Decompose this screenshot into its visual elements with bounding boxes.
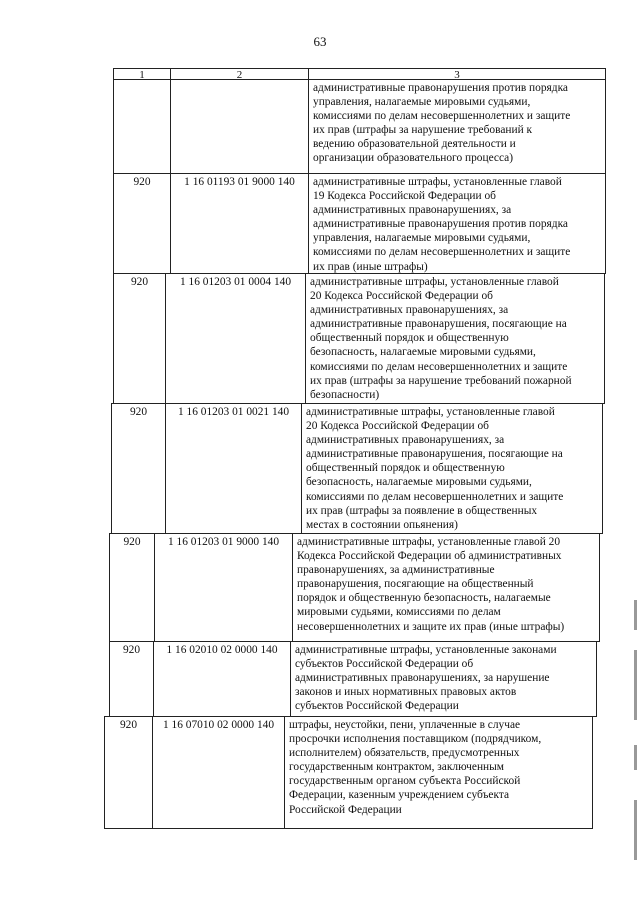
table-row [104,716,593,829]
budget-classification-code-cell: 1 16 01193 01 9000 140 [171,174,309,273]
description-line: административные штрафы, установленные главой [306,406,555,418]
description-line: государственным контрактом, заключенным [289,761,504,774]
description-line: штрафы, неустойки, пени, уплаченные в случае [289,719,521,731]
description-line: общественный порядок и общественную [306,462,505,475]
admin-code-cell: 920 [110,642,154,716]
revenue-description-cell [306,274,604,403]
description-line: Федерации, казенным учреждением субъекта [289,789,510,802]
description-line: исполнителем) обязательств, предусмотренных [289,747,520,760]
description-line: безопасность, налагаемые мировыми судьями, [306,476,532,489]
budget-classification-code-cell: 1 16 01203 01 9000 140 [155,534,293,641]
description-line: административные правонарушения против порядка [313,82,568,94]
description-line: административных правонарушениях, за [313,204,512,217]
description-line: субъектов Российской Федерации [295,700,459,713]
table-row [113,273,605,404]
admin-code-cell [114,80,171,173]
description-line: ведению образовательной деятельности и [313,138,516,151]
budget-classification-code-cell: 1 16 01203 01 0021 140 [166,404,302,533]
budget-classification-code-cell: 1 16 01203 01 0004 140 [166,274,306,403]
column-header-1: 1 [114,69,171,79]
description-line: порядок и общественную безопасность, налагаемые [297,592,551,605]
page-number: 63 [313,34,327,49]
description-line: управления, налагаемые мировыми судьями, [313,232,531,245]
description-line: субъектов Российской Федерации об [295,658,474,671]
description-line: их прав (штрафы за нарушение требований к [313,124,533,137]
admin-code-cell: 920 [114,274,166,403]
revenue-description-cell [309,80,605,173]
revenue-description-cell [293,534,599,641]
description-line: Кодекса Российской Федерации об административных [297,550,562,563]
budget-classification-code-cell: 1 16 07010 02 0000 140 [153,717,285,828]
description-line: их прав (штрафы за появление в общественных [306,504,538,517]
description-line: государственным органом субъекта Российской [289,775,521,788]
scan-edge-mark [634,600,637,630]
table-row [111,403,603,534]
description-line: местах в состоянии опьянения) [306,518,458,531]
description-line: Российской Федерации [289,803,402,816]
revenue-description-cell [291,642,596,716]
table-row [109,533,600,642]
description-line: их прав (иные штрафы) [313,260,428,273]
description-line: мировыми судьями, комиссиями по делам [297,606,501,619]
description-line: административные правонарушения, посягающие на [310,318,567,331]
description-line: комиссиями по делам несовершеннолетних и защите [313,110,571,123]
table-row [113,79,606,174]
description-line: безопасность, налагаемые мировыми судьями, [310,346,536,359]
description-line: административные штрафы, установленные законами [295,644,557,656]
column-header-2: 2 [171,69,309,79]
description-line: несовершеннолетних и защите их прав (иные штрафы) [297,620,565,633]
description-line: административные штрафы, установленные главой [310,276,559,288]
column-header-3: 3 [454,69,460,79]
description-line: административные штрафы, установленные главой [313,176,562,188]
admin-code-cell: 920 [105,717,153,828]
table-row [113,173,606,274]
table-row [109,641,597,717]
budget-classification-code-cell [171,80,309,173]
description-line: административные штрафы, установленные главой 20 [297,536,561,548]
description-line: общественный порядок и общественную [310,332,509,345]
scan-edge-mark [634,800,637,860]
description-line: комиссиями по делам несовершеннолетних и защите [313,246,571,259]
description-line: административных правонарушениях, за [310,304,509,317]
admin-code-cell: 920 [110,534,155,641]
description-line: просрочки исполнения поставщиком (подрядчиком, [289,733,542,746]
description-line: административных правонарушениях, за нарушение [295,672,550,685]
description-line: 19 Кодекса Российской Федерации об [313,190,496,203]
description-line: безопасности) [310,388,380,401]
description-line: правонарушениях, за административные [297,564,495,577]
description-line: их прав (штрафы за нарушение требований пожарной [310,374,572,387]
admin-code-cell: 920 [114,174,171,273]
admin-code-cell: 920 [112,404,166,533]
scan-edge-mark [634,650,637,720]
description-line: административные правонарушения, посягающие на [306,448,563,461]
description-line: комиссиями по делам несовершеннолетних и защите [306,490,564,503]
revenue-description-cell [302,404,602,533]
revenue-description-cell [285,717,592,828]
description-line: законов и иных нормативных правовых актов [295,686,517,699]
revenue-description-cell [309,174,605,273]
description-line: административных правонарушениях, за [306,434,505,447]
description-line: комиссиями по делам несовершеннолетних и защите [310,360,568,373]
description-line: 20 Кодекса Российской Федерации об [310,290,493,303]
scan-edge-mark [634,745,637,770]
description-line: административные правонарушения против порядка [313,218,568,231]
description-line: 20 Кодекса Российской Федерации об [306,420,489,433]
description-line: организации образовательного процесса) [313,152,514,165]
description-line: управления, налагаемые мировыми судьями, [313,96,531,109]
description-line: правонарушения, посягающие на общественный [297,578,534,591]
budget-classification-code-cell: 1 16 02010 02 0000 140 [154,642,291,716]
